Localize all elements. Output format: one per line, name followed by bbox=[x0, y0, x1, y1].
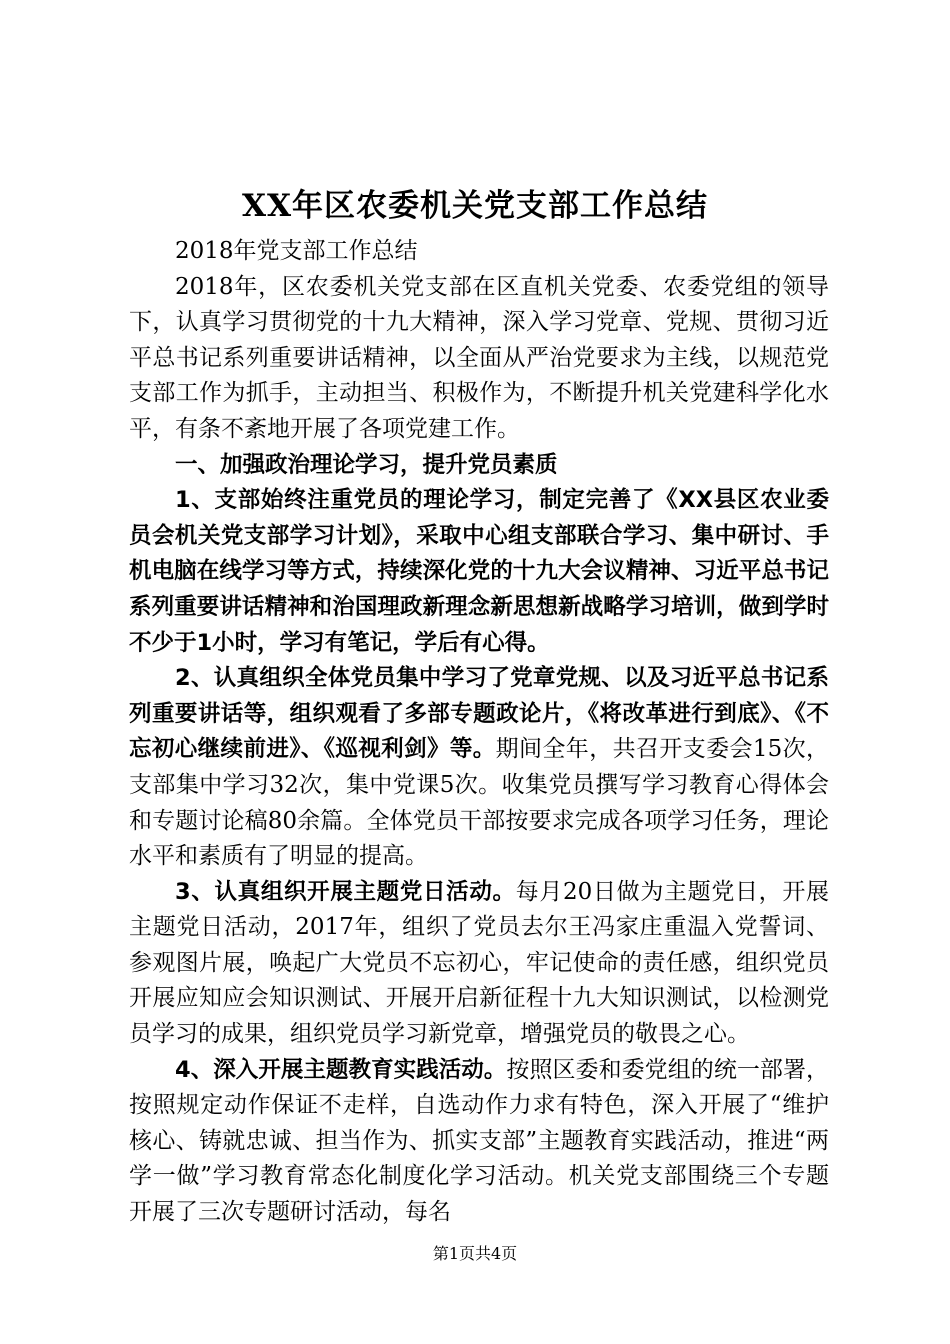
document-title: XX年区农委机关党支部工作总结 bbox=[241, 188, 709, 224]
section-heading-1 bbox=[129, 448, 829, 484]
item-2-lead: 2、认真组织全体党员集中学习了党章党规、以及习近平总书记系列重要讲话等，组织观看了多部专题政论片，《将改革进行到底》、《不忘初心继续前进》、《巡视利剑》等。 bbox=[129, 665, 829, 763]
item-3-text: 每月20日做为主题党日，开展主题党日活动，2017年，组织了党员去尔王冯家庄重温入党誓词、参观图片展，唤起广大党员不忘初心，牢记使命的责任感，组织党员开展应知应会知识测试、开展开启新征程十九大知识测试，以检测党员学习的成果，组织党员学习新党章，增强党员的敬畏之心。 bbox=[129, 878, 829, 1048]
subtitle-text: 2018年党支部工作总结 bbox=[175, 238, 418, 264]
page-number: 第1页 bbox=[432, 1244, 475, 1263]
item-2-paragraph bbox=[129, 661, 829, 875]
document-body bbox=[129, 234, 829, 1231]
item-2-text: 期间全年，共召开支委会15次，支部集中学习32次，集中党课5次。收集党员撰写学习教育心得体会和专题讨论稿80余篇。全体党员干部按要求完成各项学习任务，理论水平和素质有了明显的提高。 bbox=[129, 736, 829, 870]
item-4-lead: 4、深入开展主题教育实践活动。 bbox=[175, 1056, 507, 1083]
item-1-paragraph bbox=[129, 483, 829, 661]
section-heading-1-text: 一、加强政治理论学习，提升党员素质 bbox=[175, 451, 558, 478]
item-4-text: 按照区委和委党组的统一部署，按照规定动作保证不走样，自选动作力求有特色，深入开展了“维护核心、铸就忠诚、担当作为、抓实支部”主题教育实践活动，推进“两学一做”学习教育常态化制度化学习活动。机关党支部围绕三个专题开展了三次专题研讨活动，每名 bbox=[129, 1056, 830, 1226]
intro-text: 2018年，区农委机关党支部在区直机关党委、农委党组的领导下，认真学习贯彻党的十九大精神，深入学习党章、党规、贯彻习近平总书记系列重要讲话精神，以全面从严治党要求为主线，以规范党支部工作为抓手，主动担当、积极作为，不断提升机关党建科学化水平，有条不紊地开展了各项党建工作。 bbox=[129, 273, 829, 442]
item-1-text: 1、支部始终注重党员的理论学习，制定完善了《XX县区农业委员会机关党支部学习计划》，采取中心组支部联合学习、集中研讨、手机电脑在线学习等方式，持续深化党的十九大会议精神、习近平总书记系列重要讲话精神和治国理政新理念新思想新战略学习培训，做到学时不少于1小时，学习有笔记，学后有心得。 bbox=[129, 487, 829, 656]
item-4-paragraph bbox=[129, 1053, 829, 1231]
intro-paragraph bbox=[129, 270, 829, 448]
item-3-paragraph bbox=[129, 875, 829, 1053]
page-total: 共4页 bbox=[475, 1244, 518, 1263]
page-footer bbox=[0, 1243, 950, 1265]
item-3-lead: 3、认真组织开展主题党日活动。 bbox=[175, 878, 516, 905]
subtitle-paragraph bbox=[129, 234, 829, 270]
